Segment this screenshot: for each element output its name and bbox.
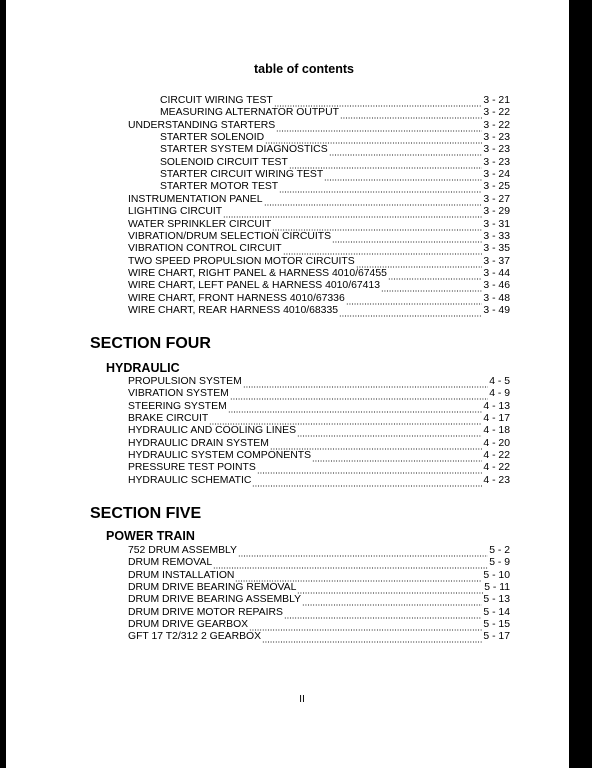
toc-entry-page: 4 - 23 <box>483 474 510 486</box>
section-five-heading: SECTION FIVE <box>90 505 202 522</box>
toc-entry-title: STARTER MOTOR TEST <box>160 181 279 193</box>
toc-entry-title: STEERING SYSTEM <box>128 400 227 412</box>
dot-leader <box>264 194 483 206</box>
dot-leader <box>332 231 482 243</box>
toc-entry-title: HYDRAULIC DRAIN SYSTEM <box>128 437 269 449</box>
toc-entry-title: WIRE CHART, FRONT HARNESS 4010/67336 <box>128 292 345 304</box>
section-five-subheading: POWER TRAIN <box>106 529 195 543</box>
toc-entry <box>128 194 510 206</box>
toc-entry-title: 752 DRUM ASSEMBLY <box>128 545 237 556</box>
toc-entry-title: WIRE CHART, RIGHT PANEL & HARNESS 4010/67455 <box>128 267 387 279</box>
toc-entry-page: 4 - 18 <box>483 425 510 437</box>
toc-entry <box>128 582 510 594</box>
dot-leader <box>340 107 482 119</box>
toc-entry-page: 3 - 31 <box>483 218 510 230</box>
page-edge <box>569 0 592 768</box>
toc-entry <box>128 619 510 631</box>
dot-leader <box>324 169 482 181</box>
dot-leader <box>270 438 483 450</box>
toc-entry <box>128 401 510 413</box>
toc-entry-title: HYDRAULIC SCHEMATIC <box>128 474 252 486</box>
dot-leader <box>279 181 482 193</box>
toc-entry-page: 3 - 33 <box>483 230 510 242</box>
toc-entry-title: HYDRAULIC SYSTEM COMPONENTS <box>128 450 312 462</box>
toc-entry-page: 4 - 17 <box>483 413 510 425</box>
toc-entry-title: MEASURING ALTERNATOR OUTPUT <box>160 107 339 119</box>
toc-entry-page: 5 - 10 <box>483 569 510 581</box>
toc-entry <box>160 181 510 193</box>
toc-entry-page: 4 - 22 <box>483 462 510 474</box>
toc-entry <box>160 95 510 107</box>
toc-entry-page: 5 - 15 <box>483 619 510 631</box>
toc-entry <box>160 144 510 156</box>
toc-entry <box>128 475 510 487</box>
dot-leader <box>289 157 483 169</box>
section-four-heading: SECTION FOUR <box>90 335 211 352</box>
toc-entry <box>160 107 510 119</box>
dot-leader <box>302 594 482 606</box>
toc-entry-page: 3 - 35 <box>483 243 510 255</box>
toc-entry-page: 3 - 22 <box>483 119 510 131</box>
dot-leader <box>283 243 483 255</box>
toc-entry-title: DRUM REMOVAL <box>128 557 213 569</box>
dot-leader <box>297 425 482 437</box>
toc-entry-page: 3 - 21 <box>483 95 510 106</box>
page-number: II <box>299 693 305 705</box>
toc-entry <box>128 438 510 450</box>
toc-entry <box>128 293 510 305</box>
toc-entry-title: LIGHTING CIRCUIT <box>128 206 223 218</box>
toc-entry-page: 3 - 37 <box>483 255 510 267</box>
dot-leader <box>265 132 482 144</box>
toc-entry-title: DRUM DRIVE GEARBOX <box>128 619 249 631</box>
toc-entry-page: 5 - 13 <box>483 594 510 606</box>
toc-entry-title: DRUM DRIVE MOTOR REPAIRS <box>128 606 283 618</box>
toc-entry-page: 3 - 29 <box>483 206 510 218</box>
toc-entry-page: 3 - 23 <box>483 144 510 156</box>
toc-entry <box>128 206 510 218</box>
toc-entry <box>128 425 510 437</box>
toc-entry-page: 3 - 23 <box>483 156 510 168</box>
dot-leader <box>223 206 482 218</box>
dot-leader <box>249 619 482 631</box>
toc-entry <box>128 450 510 462</box>
toc-entry <box>128 376 510 388</box>
toc-entry <box>128 120 510 132</box>
toc-entry-title: VIBRATION CONTROL CIRCUIT <box>128 243 282 255</box>
toc-entry-title: TWO SPEED PROPULSION MOTOR CIRCUITS <box>128 255 355 267</box>
dot-leader <box>339 305 482 317</box>
toc-entry <box>128 388 510 400</box>
dot-leader <box>388 268 483 280</box>
dot-leader <box>238 545 488 557</box>
toc-entry-title: STARTER SOLENOID <box>160 132 265 144</box>
toc-entry <box>128 545 510 557</box>
toc-entry-title: WATER SPRINKLER CIRCUIT <box>128 218 272 230</box>
toc-entry-page: 3 - 22 <box>483 107 510 119</box>
toc-entry-page: 3 - 23 <box>483 132 510 144</box>
toc-entry <box>160 157 510 169</box>
toc-entry-title: DRUM DRIVE BEARING ASSEMBLY <box>128 594 302 606</box>
dot-leader <box>381 280 482 292</box>
dot-leader <box>252 475 482 487</box>
dot-leader <box>262 631 482 643</box>
toc-entry-title: UNDERSTANDING STARTERS <box>128 119 276 131</box>
toc-entry-page: 3 - 24 <box>483 169 510 181</box>
toc-entry-page: 3 - 27 <box>483 193 510 205</box>
toc-entry-title: WIRE CHART, REAR HARNESS 4010/68335 <box>128 304 339 316</box>
dot-leader <box>346 293 483 305</box>
toc-entry-title: CIRCUIT WIRING TEST <box>160 95 273 106</box>
dot-leader <box>272 219 482 231</box>
toc-entry-title: STARTER CIRCUIT WIRING TEST <box>160 169 324 181</box>
toc-entry-title: SOLENOID CIRCUIT TEST <box>160 156 288 168</box>
toc-entry-title: VIBRATION/DRUM SELECTION CIRCUITS <box>128 230 332 242</box>
toc-entry-title: PROPULSION SYSTEM <box>128 376 242 387</box>
dot-leader <box>213 557 488 569</box>
toc-entry-page: 4 - 5 <box>489 376 510 387</box>
toc-entry <box>128 594 510 606</box>
toc-entry-page: 3 - 44 <box>483 267 510 279</box>
toc-entry-title: BRAKE CIRCUIT <box>128 413 209 425</box>
toc-entry-page: 5 - 11 <box>484 582 510 594</box>
section-four-subheading: HYDRAULIC <box>106 361 180 375</box>
dot-leader <box>276 120 482 132</box>
toc-entry-page: 5 - 2 <box>489 545 510 556</box>
toc-entry-page: 3 - 48 <box>483 292 510 304</box>
toc-entry-page: 3 - 49 <box>483 304 510 316</box>
toc-entry <box>128 256 510 268</box>
toc-entry <box>128 243 510 255</box>
toc-entry <box>160 132 510 144</box>
toc-entry-title: DRUM INSTALLATION <box>128 569 235 581</box>
toc-entry-title: DRUM DRIVE BEARING REMOVAL <box>128 582 297 594</box>
toc-entry-page: 5 - 9 <box>489 557 510 569</box>
toc-entry <box>128 268 510 280</box>
toc-entry <box>128 231 510 243</box>
dot-leader <box>356 256 483 268</box>
dot-leader <box>284 607 483 619</box>
toc-entry <box>128 570 510 582</box>
page-title: table of contents <box>253 62 354 76</box>
toc-entry <box>128 305 510 317</box>
toc-entry-title: VIBRATION SYSTEM <box>128 388 229 400</box>
dot-leader <box>228 401 483 413</box>
toc-entry-title: PRESSURE TEST POINTS <box>128 462 256 474</box>
dot-leader <box>235 570 482 582</box>
toc-entry-title: HYDRAULIC AND COOLING LINES <box>128 425 297 437</box>
toc-entry <box>128 413 510 425</box>
toc-entry-title: STARTER SYSTEM DIAGNOSTICS <box>160 144 328 156</box>
toc-entry-page: 3 - 25 <box>483 181 510 193</box>
dot-leader <box>312 450 482 462</box>
toc-entry <box>128 219 510 231</box>
dot-leader <box>209 413 482 425</box>
dot-leader <box>329 144 483 156</box>
dot-leader <box>274 95 483 107</box>
toc-entry-title: INSTRUMENTATION PANEL <box>128 193 263 205</box>
toc-entry-page: 4 - 22 <box>483 450 510 462</box>
toc-entry <box>128 607 510 619</box>
toc-entry-title: GFT 17 T2/312 2 GEARBOX <box>128 631 262 643</box>
toc-entry-title: WIRE CHART, LEFT PANEL & HARNESS 4010/67413 <box>128 280 380 292</box>
toc-entry-page: 4 - 9 <box>489 388 510 400</box>
dot-leader <box>230 388 488 400</box>
toc-entry <box>128 557 510 569</box>
toc-entry-page: 4 - 13 <box>483 400 510 412</box>
toc-entry <box>128 462 510 474</box>
toc-entry <box>128 280 510 292</box>
toc-entry-page: 5 - 17 <box>483 631 510 643</box>
dot-leader <box>257 462 483 474</box>
toc-entry-page: 5 - 14 <box>483 606 510 618</box>
toc-entry-page: 3 - 46 <box>483 280 510 292</box>
dot-leader <box>297 582 483 594</box>
dot-leader <box>243 376 488 388</box>
toc-entry-page: 4 - 20 <box>483 437 510 449</box>
toc-entry <box>160 169 510 181</box>
toc-entry <box>128 631 510 643</box>
